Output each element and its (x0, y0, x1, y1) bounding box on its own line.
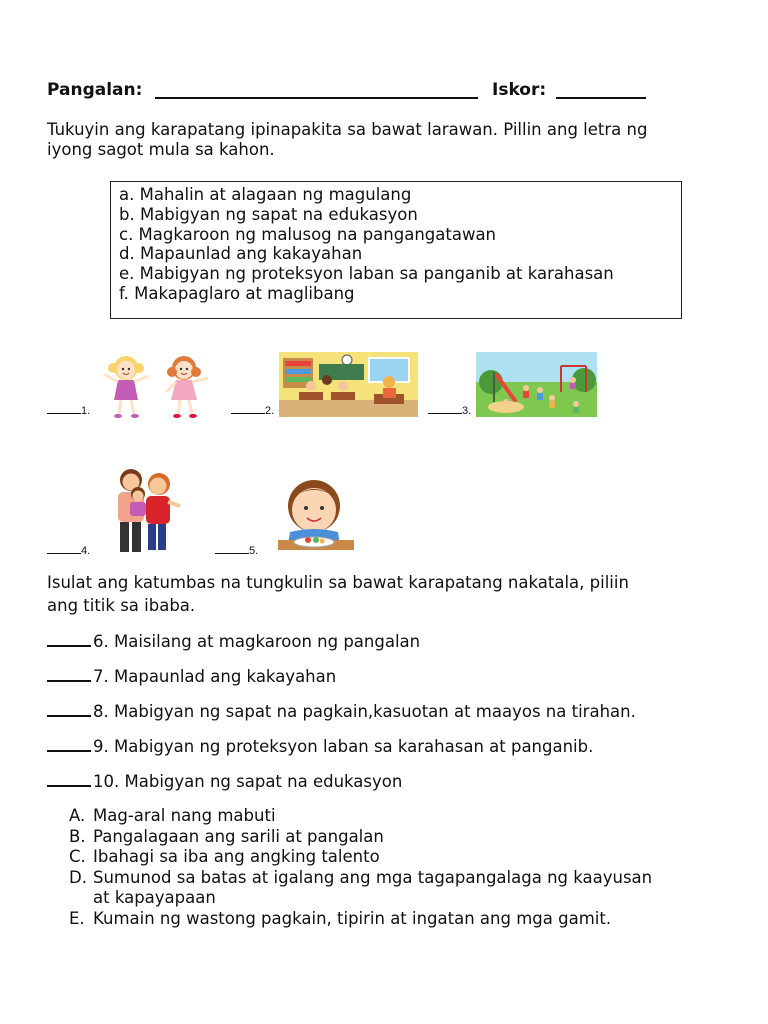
choice-c: c. Magkaroon ng malusog na pangangatawan (119, 224, 497, 244)
item-number-1: 1. (81, 405, 91, 417)
option-letter: E. (69, 908, 85, 928)
item-number-3: 3. (462, 405, 472, 417)
option-b (69, 827, 652, 848)
option-e (69, 909, 652, 930)
option-d-continuation (69, 888, 652, 909)
question-number: 7. (93, 667, 109, 686)
question-text: Mabigyan ng sapat na edukasyon (124, 772, 403, 791)
choice-d: d. Mapaunlad ang kakayahan (119, 244, 363, 264)
classroom-picture (279, 352, 418, 417)
family-hug-picture (96, 466, 184, 556)
answer-blank-8[interactable] (47, 701, 91, 717)
question-number: 9. (93, 737, 109, 756)
option-d (69, 868, 652, 889)
answer-blank-10[interactable] (47, 771, 91, 787)
answer-blank-4[interactable] (47, 545, 81, 554)
name-label: Pangalan: (47, 80, 143, 100)
option-text: Sumunod sa batas at igalang ang mga tagapangalaga ng kaayusan (93, 867, 653, 887)
answer-blank-6[interactable] (47, 631, 91, 647)
option-c (69, 847, 652, 868)
question-text: Maisilang at magkaroon ng pangalan (114, 632, 421, 651)
playground-picture (476, 352, 597, 417)
question-6 (47, 631, 420, 651)
answer-blank-5[interactable] (215, 545, 249, 554)
question-text: Mabigyan ng sapat na pagkain,kasuotan at maayos na tirahan. (114, 702, 636, 721)
picture-item-4 (47, 545, 90, 557)
question-9 (47, 736, 593, 756)
picture-item-2 (231, 405, 274, 417)
question-7 (47, 666, 336, 686)
item-number-5: 5. (249, 545, 259, 557)
option-a (69, 806, 652, 827)
choice-a: a. Mahalin at alagaan ng magulang (119, 185, 412, 204)
option-text: Mag-aral nang mabuti (93, 806, 276, 825)
item-number-4: 4. (81, 545, 91, 557)
score-blank[interactable] (556, 97, 646, 99)
question-text: Mabigyan ng proteksyon laban sa karahasan at panganib. (114, 737, 594, 756)
option-letter: D. (69, 867, 87, 887)
option-letter: C. (69, 847, 86, 866)
score-label: Iskor: (492, 80, 547, 100)
answer-blank-2[interactable] (231, 405, 265, 414)
name-blank[interactable] (155, 97, 478, 99)
answer-blank-9[interactable] (47, 736, 91, 752)
picture-item-5 (215, 545, 258, 557)
choice-b: b. Mabigyan ng sapat na edukasyon (119, 204, 418, 224)
part2-instruction-line2: ang titik sa ibaba. (47, 596, 196, 615)
choices-box (110, 181, 682, 319)
boy-eating-picture (264, 476, 368, 554)
picture-item-3 (428, 405, 471, 417)
part1-instruction-line2: iyong sagot mula sa kahon. (47, 140, 275, 159)
girls-dancing-picture (96, 352, 218, 420)
picture-item-1 (47, 405, 90, 417)
question-8 (47, 701, 636, 721)
option-text: Ibahagi sa iba ang angking talento (93, 847, 380, 866)
answer-blank-1[interactable] (47, 405, 81, 414)
question-number: 6. (93, 632, 109, 651)
option-text: Pangalagaan ang sarili at pangalan (93, 826, 384, 846)
answer-blank-7[interactable] (47, 666, 91, 682)
question-number: 10. (93, 772, 120, 791)
option-text: Kumain ng wastong pagkain, tipirin at ingatan ang mga gamit. (93, 908, 612, 928)
part1-instruction-line1: Tukuyin ang karapatang ipinapakita sa bawat larawan. Pillin ang letra ng (47, 120, 648, 139)
question-number: 8. (93, 702, 109, 721)
part2-instruction-line1: Isulat ang katumbas na tungkulin sa bawat karapatang nakatala, piliin (47, 573, 629, 592)
option-text: at kapayapaan (93, 888, 216, 907)
item-number-2: 2. (265, 405, 275, 417)
option-letter: B. (69, 826, 86, 846)
choice-f: f. Makapaglaro at maglibang (119, 283, 355, 303)
choice-e: e. Mabigyan ng proteksyon laban sa panganib at karahasan (119, 264, 614, 284)
answer-blank-3[interactable] (428, 405, 462, 414)
options-list (69, 806, 652, 929)
option-letter: A. (69, 806, 86, 825)
question-text: Mapaunlad ang kakayahan (114, 667, 337, 686)
question-10 (47, 771, 402, 791)
